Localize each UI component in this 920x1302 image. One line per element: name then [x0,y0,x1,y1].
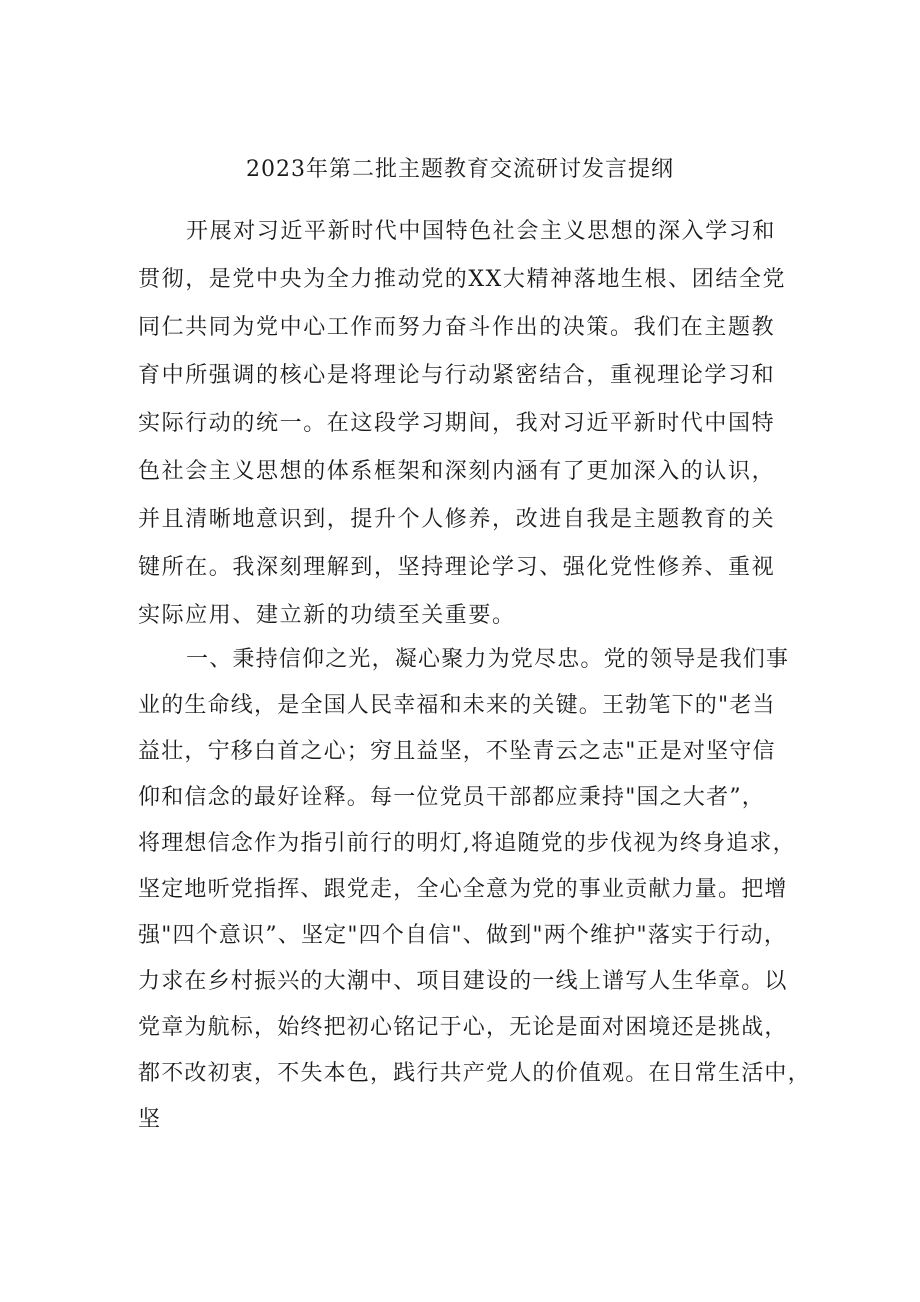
document-title: 2023年第二批主题教育交流研讨发言提纲 [246,157,674,182]
text-line: 仰和信念的最好诠释。每一位党员干部都应秉持"国之大者”， [138,785,765,810]
text-line: 育中所强调的核心是将理论与行动紧密结合，重视理论学习和 [138,363,776,388]
text-line: 坚定地听党指挥、跟党走，全心全意为党的事业贡献力量。把增 [138,877,788,902]
text-line: 同仁共同为党中心工作而努力奋斗作出的决策。我们在主题教 [138,315,776,340]
text-line: 都不改初衷，不失本色，践行共产党人的价值观。在日常生活中， [138,1061,811,1086]
text-line: 益壮，宁移白首之心；穷且益坚，不坠青云之志"正是对坚守信 [138,739,776,764]
text-line: 键所在。我深刻理解到，坚持理论学习、强化党性修养、重视 [138,555,776,580]
text-line: 实际行动的统一。在这段学习期间，我对习近平新时代中国特 [138,411,776,436]
text-line: 色社会主义思想的体系框架和深刻内涵有了更加深入的认识， [138,459,776,484]
text-line: 并且清晰地意识到，提升个人修养，改进自我是主题教育的关 [138,507,776,532]
text-line: 坚 [138,1107,162,1132]
text-line: 党章为航标，始终把初心铭记于心，无论是面对困境还是挑战， [138,1015,788,1040]
text-line: 业的生命线，是全国人民幸福和未来的关键。王勃笔下的"老当 [138,693,776,718]
text-line: 力求在乡村振兴的大潮中、项目建设的一线上谱写人生华章。以 [138,969,788,994]
text-line: 实际应用、建立新的功绩至关重要。 [138,603,516,628]
text-line: 开展对习近平新时代中国特色社会主义思想的深入学习和 [186,219,777,244]
text-line: 将理想信念作为指引前行的明灯,将追随党的步伐视为终身追求， [138,831,796,856]
text-line: 强"四个意识”、坚定"四个自信"、做到"两个维护"落实于行动， [138,923,788,948]
text-line: 贯彻，是党中央为全力推动党的XX大精神落地生根、团结全党 [138,267,787,292]
text-line: 一、秉持信仰之光，凝心聚力为党尽忠。党的领导是我们事 [186,647,790,672]
